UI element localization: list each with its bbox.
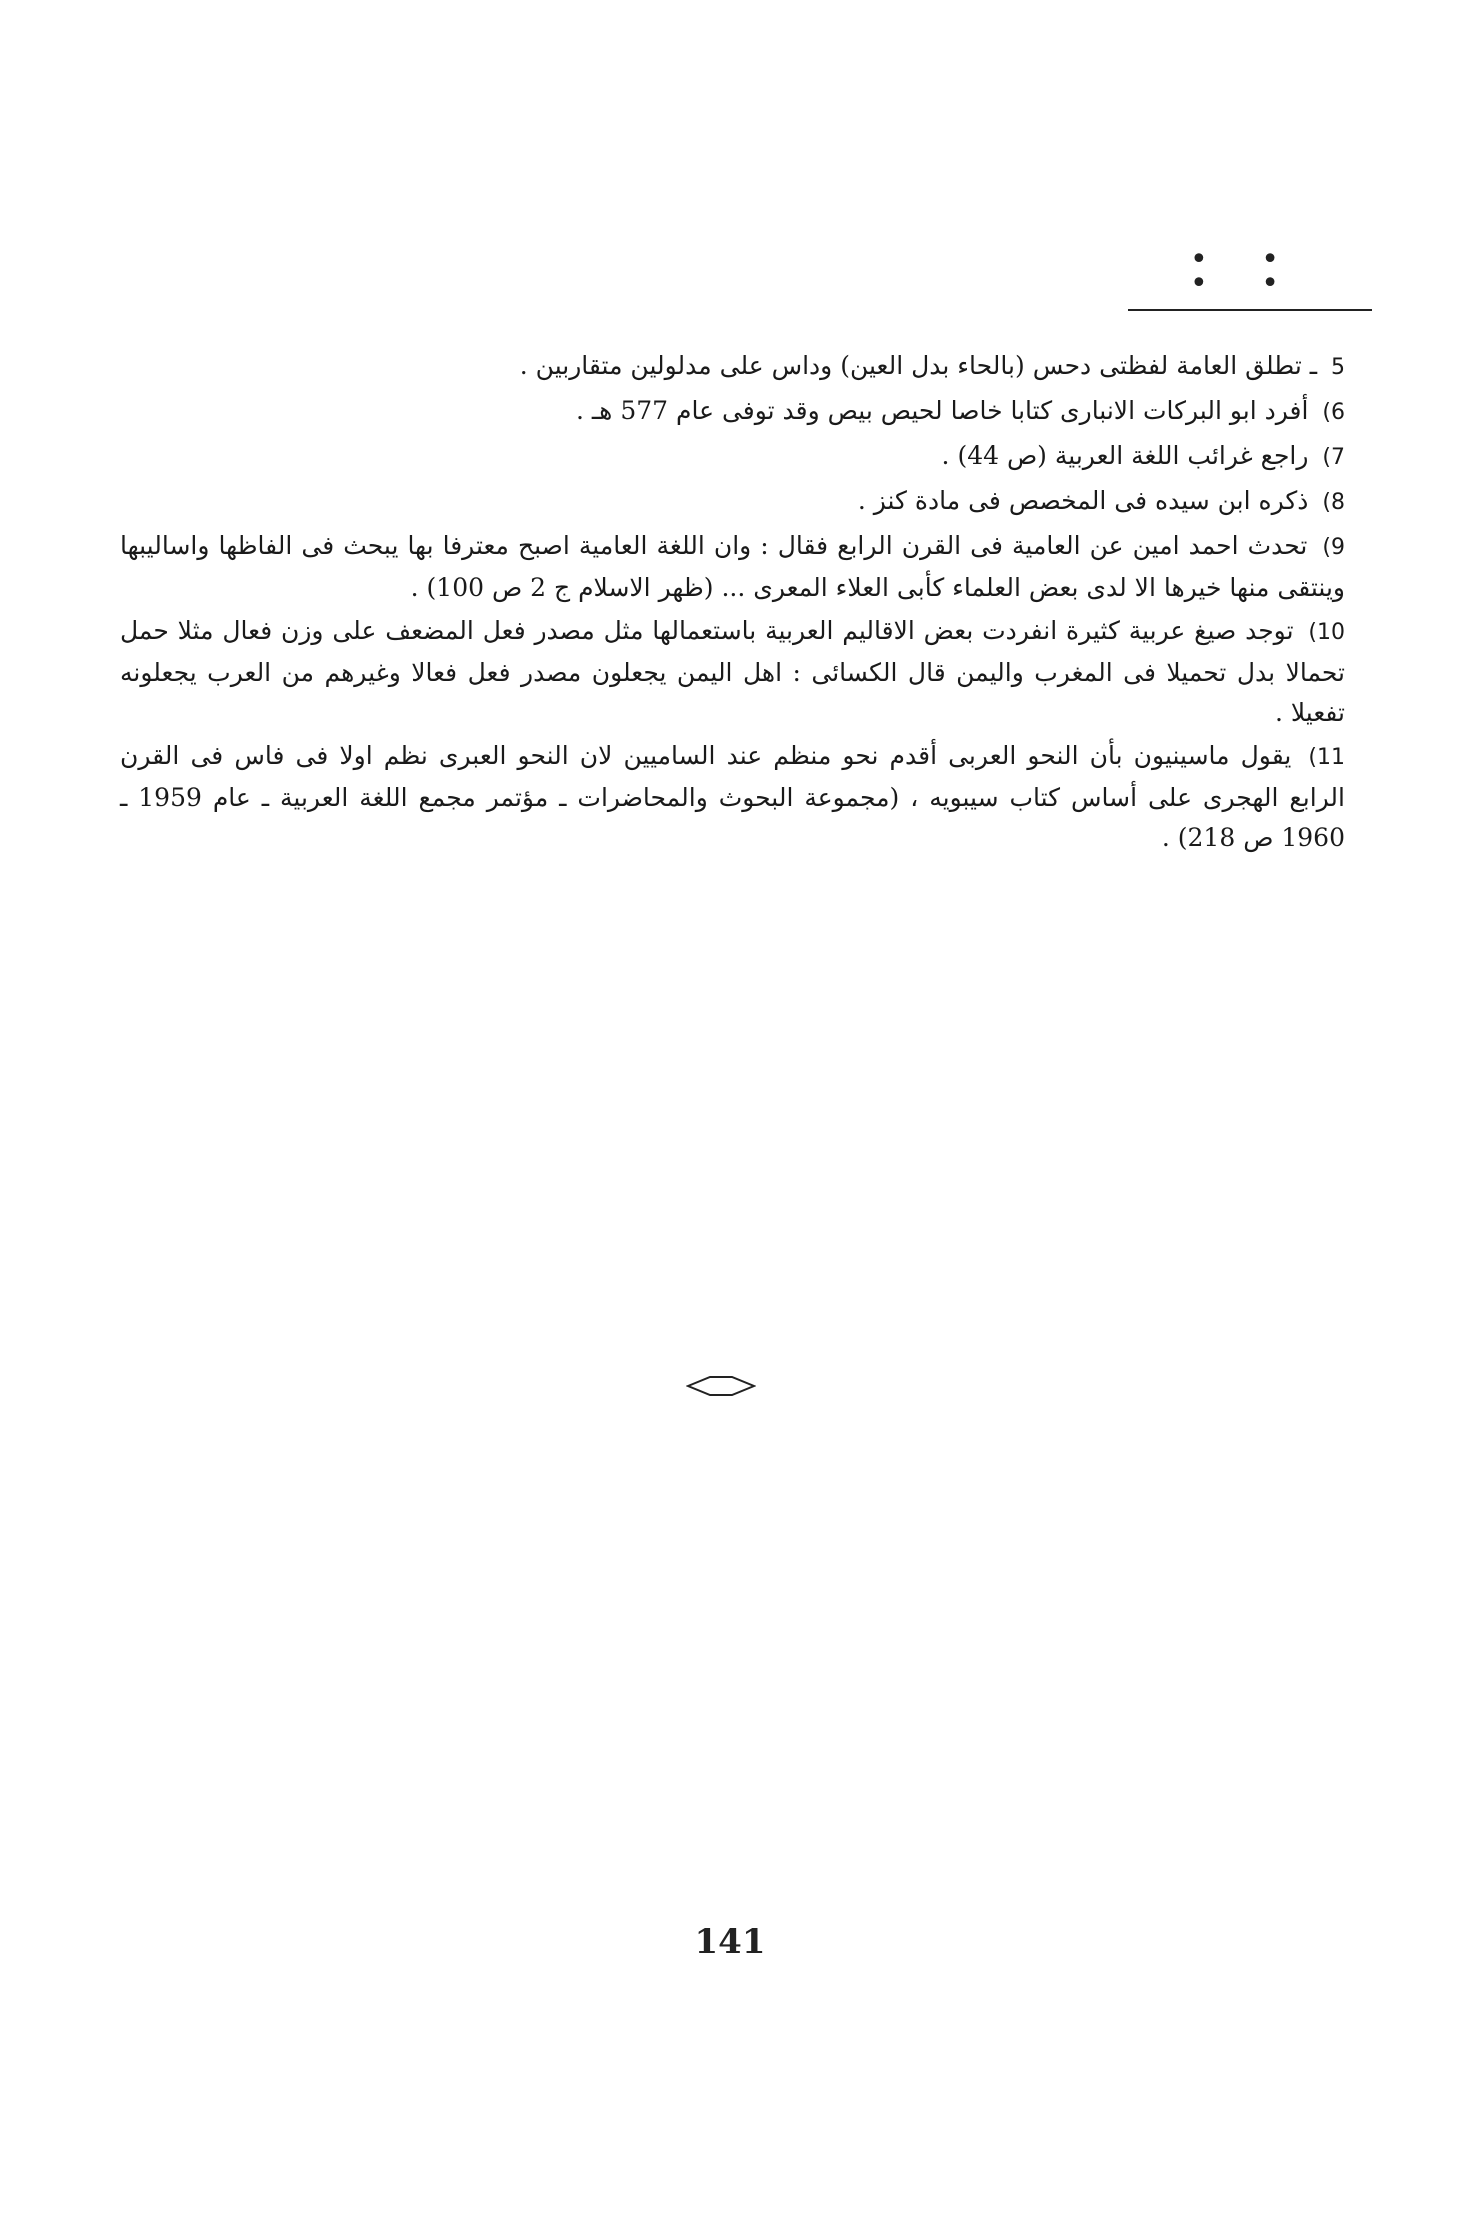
footnotes-list (120, 346, 1345, 861)
footnote-number: 8) (1322, 490, 1345, 515)
footnote-number: 6) (1322, 400, 1345, 425)
footnote-5 (120, 346, 1345, 388)
footnote-6 (120, 391, 1345, 433)
footnote-number: 10) (1308, 620, 1345, 645)
footnote-number: 11) (1308, 745, 1345, 770)
footnote-8 (120, 481, 1345, 523)
footnote-separator-rule (1128, 309, 1372, 311)
footnote-7 (120, 436, 1345, 478)
header-dots: • • • • (1190, 242, 1301, 301)
footnote-11 (120, 736, 1345, 858)
diamond-ornament-icon (686, 1374, 756, 1398)
footnote-text: يقول ماسينيون بأن النحو العربى أقدم نحو منظم عند الساميين لان النحو العبرى نظم اولا فى فاس فى القرن الرابع الهجرى على أساس كتاب سيبويه ، (مجموعة البحوث والمحاضرات ـ مؤتمر مجمع اللغة العربية ـ عام 1959 ـ 1960 ص 218) . (120, 741, 1345, 852)
footnote-number: 7) (1322, 445, 1345, 470)
footnote-text: توجد صيغ عربية كثيرة انفردت بعض الاقاليم العربية باستعمالها مثل مصدر فعل المضعف على وزن فعال مثلا حمل تحمالا بدل تحميلا فى المغرب واليمن قال الكسائى : اهل اليمن يجعلون مصدر فعل فعالا وغيرهم من العرب يجعلونه تفعيلا . (120, 616, 1345, 727)
footnote-text: راجع غرائب اللغة العربية (ص 44) . (941, 441, 1309, 470)
footnote-text: ـ تطلق العامة لفظتى دحس (بالحاء بدل العين) وداس على مدلولين متقاربين . (519, 351, 1318, 380)
page-number: 141 (694, 1922, 766, 1962)
footnote-text: أفرد ابو البركات الانبارى كتابا خاصا لحيص بيص وقد توفى عام 577 هـ . (575, 396, 1309, 425)
footnote-9 (120, 526, 1345, 608)
footnote-number: 5 (1331, 355, 1345, 380)
footnote-text: تحدث احمد امين عن العامية فى القرن الرابع فقال : وان اللغة العامية اصبح معترفا بها يبحث فى الفاظها واساليبها وينتقى منها خيرها الا لدى بعض العلماء كأبى العلاء المعرى ... (ظهر الاسلام ج 2 ص 100) . (120, 531, 1345, 602)
footnote-10 (120, 611, 1345, 733)
footnote-text: ذكره ابن سيده فى المخصص فى مادة كنز . (857, 486, 1309, 515)
footnote-number: 9) (1322, 535, 1345, 560)
